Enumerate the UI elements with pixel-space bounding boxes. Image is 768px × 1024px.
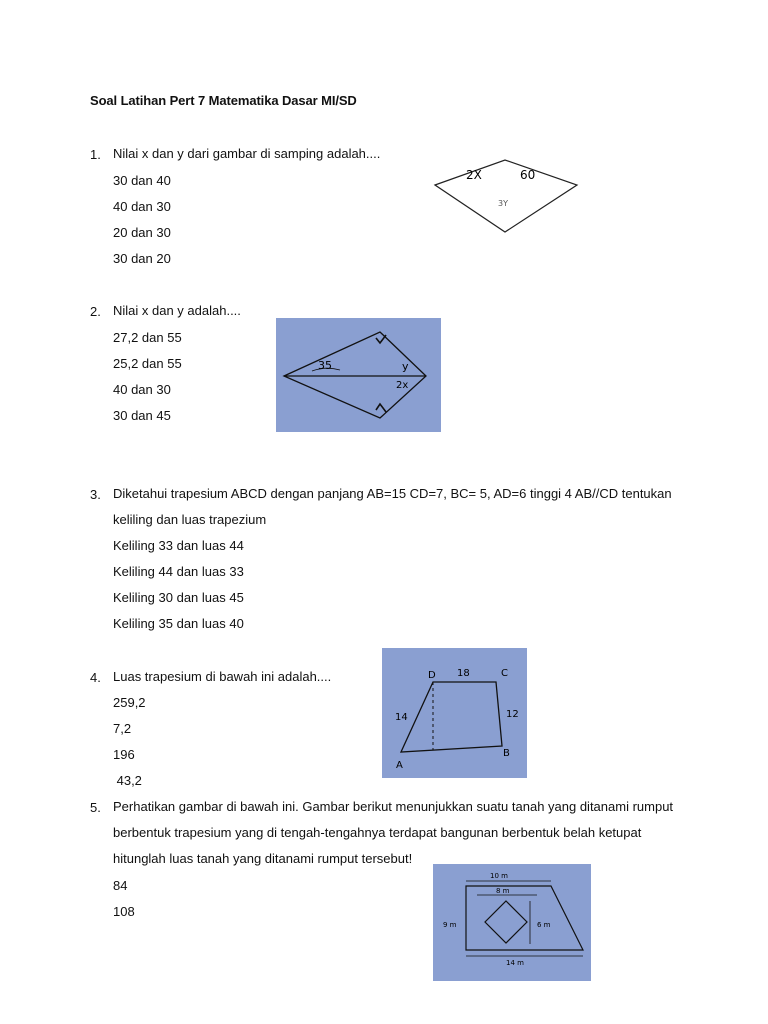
figure-label: 12 <box>506 709 519 720</box>
land-plot-photo <box>433 864 591 981</box>
trapezoid-photo <box>382 648 527 778</box>
option-c: 196 <box>113 747 135 762</box>
question-stem-line: berbentuk trapesium yang di tengah-tengahnya terdapat bangunan berbentuk belah ketupat <box>113 825 642 840</box>
question-stem: Nilai x dan y dari gambar di samping adalah.... <box>113 146 381 161</box>
figure-label: 9 m <box>443 921 457 929</box>
option-a: 259,2 <box>113 695 146 710</box>
figure-label: 2X <box>466 168 482 182</box>
figure-label: 10 m <box>490 872 508 880</box>
question-number: 5. <box>90 800 101 815</box>
figure-label: 14 <box>395 712 408 723</box>
question-number: 4. <box>90 670 101 685</box>
answer-options <box>113 174 171 278</box>
figure-label: 3Y <box>498 199 508 208</box>
option-a: 27,2 dan 55 <box>113 330 182 345</box>
question-stem <box>113 794 713 872</box>
question-stem: Nilai x dan y adalah.... <box>113 303 241 318</box>
question-stem-line: keliling dan luas trapezium <box>113 512 267 527</box>
option-a: 84 <box>113 878 128 893</box>
kite-photo <box>276 318 441 432</box>
question-stem-line: Diketahui trapesium ABCD dengan panjang AB=15 CD=7, BC= 5, AD=6 tinggi 4 AB//CD tentukan <box>113 486 672 501</box>
option-c: 40 dan 30 <box>113 382 171 397</box>
option-b: Keliling 44 dan luas 33 <box>113 564 244 579</box>
answer-options <box>113 331 182 435</box>
option-b: 108 <box>113 904 135 919</box>
option-d: 43,2 <box>113 773 142 788</box>
option-b: 7,2 <box>113 721 132 736</box>
option-d: 30 dan 45 <box>113 408 171 423</box>
figure-label: D <box>428 670 436 681</box>
option-c: Keliling 30 dan luas 45 <box>113 590 244 605</box>
question-stem-line: Perhatikan gambar di bawah ini. Gambar berikut menunjukkan suatu tanah yang ditanami rumput <box>113 799 674 814</box>
figure-label: C <box>501 668 508 679</box>
figure-label: 2x <box>396 380 409 391</box>
answer-options <box>113 539 244 643</box>
figure-label: 18 <box>457 668 470 679</box>
figure-label: 6 m <box>537 921 551 929</box>
option-a: Keliling 33 dan luas 44 <box>113 538 244 553</box>
figure-label: 8 m <box>496 887 510 895</box>
answer-options <box>113 879 135 931</box>
option-b: 25,2 dan 55 <box>113 356 182 371</box>
question-number: 1. <box>90 147 101 162</box>
option-c: 20 dan 30 <box>113 225 171 240</box>
option-d: Keliling 35 dan luas 40 <box>113 616 244 631</box>
question-stem <box>113 481 713 533</box>
option-b: 40 dan 30 <box>113 199 171 214</box>
option-d: 30 dan 20 <box>113 251 171 266</box>
question-number: 3. <box>90 487 101 502</box>
answer-options <box>113 696 146 800</box>
option-a: 30 dan 40 <box>113 173 171 188</box>
figure-label: B <box>503 748 510 759</box>
rhombus-figure <box>432 158 580 236</box>
figure-label: 35 <box>318 359 332 372</box>
figure-label: 60 <box>520 168 536 182</box>
question-number: 2. <box>90 304 101 319</box>
question-stem: Luas trapesium di bawah ini adalah.... <box>113 669 332 684</box>
figure-label: A <box>396 760 403 771</box>
question-stem-line: hitunglah luas tanah yang ditanami rumput tersebut! <box>113 851 413 866</box>
figure-label: y <box>402 360 409 373</box>
page-title: Soal Latihan Pert 7 Matematika Dasar MI/SD <box>90 93 357 108</box>
figure-label: 14 m <box>506 959 524 967</box>
